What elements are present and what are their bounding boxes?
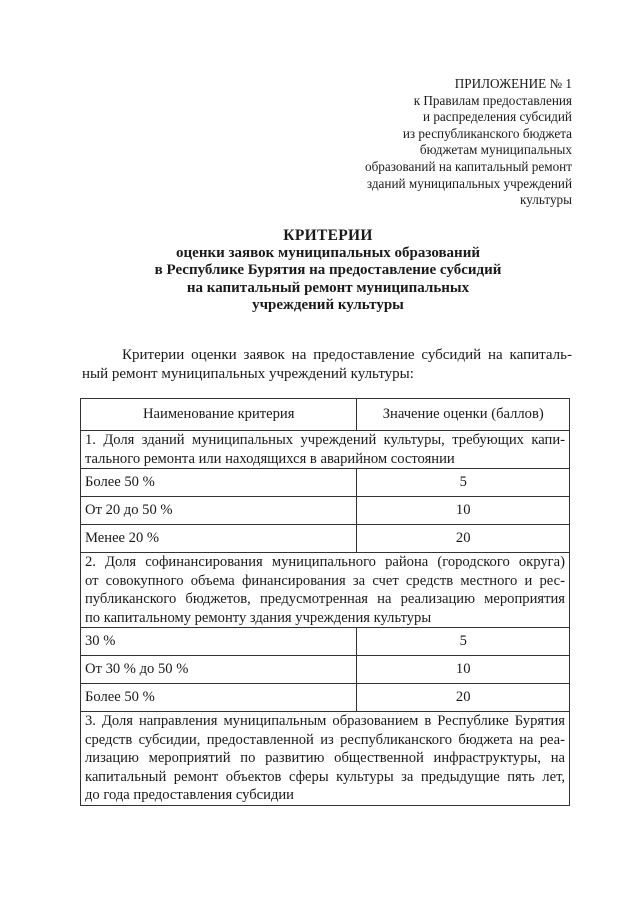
option-label: 30 % [81, 628, 357, 656]
option-label: Более 50 % [81, 469, 357, 497]
criterion-text-line: 2. Доля софинансирования муниципального района (городского округа) [85, 554, 565, 570]
appendix-header [272, 76, 572, 209]
header-score-value: Значение оценки (баллов) [357, 399, 570, 431]
intro-line: Критерии оценки заявок на предоставление субсидий на капиталь- [122, 347, 572, 363]
table-header-row [81, 399, 570, 431]
criterion-text-line: лизацию мероприятий по развитию общественной инфраструктуры, на [85, 750, 565, 766]
intro-line: ный ремонт муниципальных учреждений культуры: [82, 366, 414, 382]
title-line: оценки заявок муниципальных образований [176, 244, 480, 261]
title-line: в Республике Бурятия на предоставление субсидий [154, 262, 502, 278]
criterion-text-line: тального ремонта или находящихся в аварийном состоянии [85, 450, 455, 467]
appendix-line: к Правилам предоставления [413, 92, 572, 108]
criterion-text-line: публиканского бюджетов, предусмотренная на реализацию мероприятия [85, 591, 565, 607]
option-score: 20 [357, 684, 570, 712]
table-row [81, 684, 570, 712]
title-line: на капитальный ремонт муниципальных [186, 279, 470, 296]
option-label: От 30 % до 50 % [81, 656, 357, 684]
document-title [80, 227, 576, 315]
criterion-text-line: средств субсидии, предоставленной из республиканского бюджета на реа- [85, 731, 565, 748]
table-row [81, 525, 570, 553]
criterion-text-line: по капитальному ремонту здания учреждения культуры [85, 609, 432, 626]
title-main: КРИТЕРИИ [283, 227, 373, 244]
appendix-line: образований на капитальный ремонт [364, 158, 572, 174]
criterion-description [81, 553, 570, 628]
criterion-text-line: от совокупного объема финансирования за счет средств местного и рес- [85, 572, 565, 589]
appendix-line: из республиканского бюджета [402, 125, 572, 141]
appendix-line: ПРИЛОЖЕНИЕ № 1 [454, 76, 572, 91]
criterion-text-line: 1. Доля зданий муниципальных учреждений культуры, требующих капи- [85, 432, 565, 448]
criterion-text-line: 3. Доля направления муниципальным образованием в Республике Бурятия [85, 713, 565, 729]
appendix-line: бюджетам муниципальных [419, 142, 572, 158]
title-line: учреждений культуры [252, 297, 404, 313]
option-score: 10 [357, 656, 570, 684]
table-row [81, 656, 570, 684]
criterion-description [81, 431, 570, 469]
option-score: 10 [357, 497, 570, 525]
table-row [81, 497, 570, 525]
appendix-line: зданий муниципальных учреждений [366, 175, 572, 191]
table-row [81, 469, 570, 497]
intro-paragraph [82, 346, 572, 384]
option-score: 5 [357, 628, 570, 656]
option-label: От 20 до 50 % [81, 497, 357, 525]
criteria-table [80, 398, 570, 806]
criterion-section-row [81, 431, 570, 469]
criterion-text-line: капитальный ремонт объектов сферы культуры за предыдущие пять лет, [85, 768, 565, 785]
option-score: 5 [357, 469, 570, 497]
option-label: Менее 20 % [81, 525, 357, 553]
criterion-text-line: до года предоставления субсидии [85, 787, 294, 803]
option-label: Более 50 % [81, 684, 357, 712]
header-criterion-name: Наименование критерия [81, 399, 357, 431]
table-row [81, 628, 570, 656]
criterion-section-row [81, 712, 570, 806]
criterion-section-row [81, 553, 570, 628]
option-score: 20 [357, 525, 570, 553]
criterion-description [81, 712, 570, 806]
appendix-line: и распределения субсидий [422, 109, 572, 125]
appendix-line: культуры [520, 192, 572, 208]
